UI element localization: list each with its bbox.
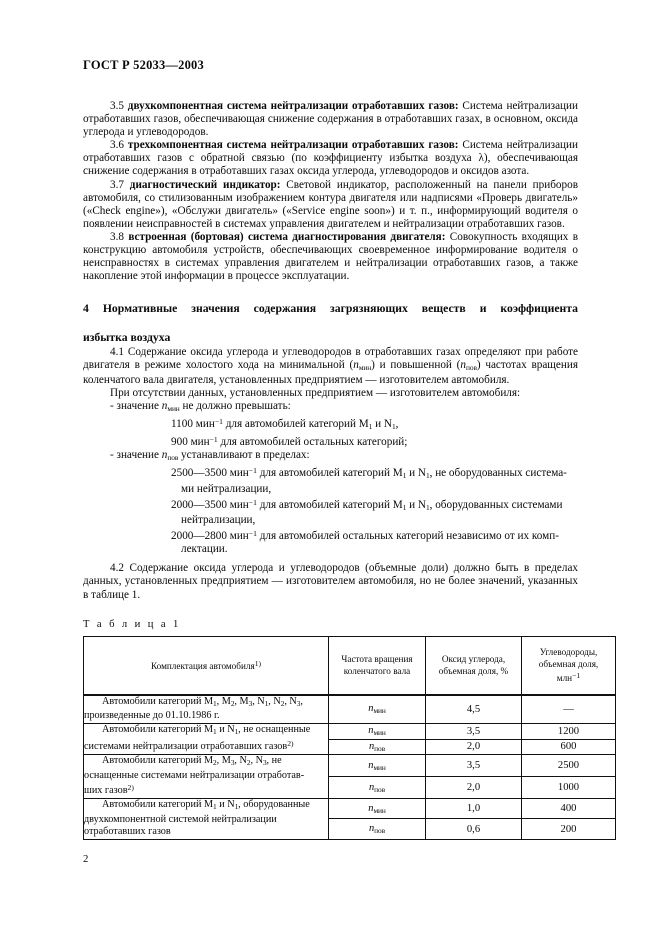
row-3-co-value-min: 3,5	[426, 755, 522, 777]
column-header-carbon-monoxide-line1: Оксид углерода,	[441, 653, 506, 664]
row-3-mode-pov-subscript: пов	[374, 784, 386, 794]
clause-4-2-number: 4.2	[110, 562, 124, 575]
clause-3-6	[83, 139, 578, 178]
row-2-hc-value-min: 1200	[522, 723, 616, 739]
row-1-cat-1: 1	[213, 698, 217, 708]
row-3-mode-min-variable: n	[368, 759, 374, 771]
row-1-cat-2: 2	[230, 698, 235, 708]
row-2-cat-1: 1	[213, 726, 217, 736]
min-value-2-number: 900 мин	[171, 436, 210, 449]
n-min-subscript: мин	[358, 362, 372, 372]
row-3-cat-1: 2	[213, 758, 217, 768]
row-4-spec-line3: отработавших газов	[84, 826, 171, 838]
row-2-frequency-pov	[329, 739, 426, 755]
row-4-cat-1: 1	[213, 802, 217, 811]
row-4-spec-a: Автомобили категорий M	[102, 799, 214, 811]
pov-value-item-3	[83, 527, 578, 556]
row-4-specification	[84, 799, 329, 840]
bullet-n-min-subscript: мин	[167, 403, 180, 413]
row-3-spec-line2: оснащенные системами нейтрализации отработав-	[84, 769, 305, 781]
pov-value-1-tail: , не оборудованных система-	[429, 467, 567, 480]
row-4-hc-value-min: 400	[522, 799, 616, 819]
row-1-spec-c: , M	[234, 695, 249, 707]
clause-3-7-definition: Световой индикатор, расположенный на панели приборов автомобиля, со стилизованным изображением контура двигателя или надписями «Проверь двигатель» («Check engine»), «Обслужи двигатель» («Service engine soon») и т. п., информирующий водителя о появлении неисправностей в системах управления двигателем и нейтрализации отработавших газов.	[83, 178, 578, 230]
row-2-spec-line2: системами нейтрализации отработавших газов	[84, 741, 288, 753]
row-2-mode-min-variable: n	[368, 725, 374, 737]
pov-value-1-cat2: 1	[425, 471, 430, 481]
bullet-n-min-variable: n	[161, 399, 168, 412]
column-header-specification	[84, 636, 329, 695]
row-1-cat-5: 2	[280, 698, 285, 708]
min-value-1-number: 1100 мин	[171, 418, 215, 431]
row-2-co-value-pov: 2,0	[426, 739, 522, 755]
row-4-mode-pov-variable: n	[368, 823, 375, 835]
pov-value-item-1	[83, 464, 578, 495]
row-1-co-value: 4,5	[426, 695, 522, 724]
clause-3-7-number: 3.7	[110, 178, 124, 191]
clause-3-8-definition: Совокупность входящих в конструкцию автомобиля устройств, обеспечивающих своевременное информирование водителя о неисправностях в системах управления двигателем и нейтрализации отработавших газов, а также накопление этой информации в процессе эксплуатации.	[83, 230, 578, 283]
section-4-heading-line2: избытка воздуха	[83, 331, 171, 345]
clause-3-5	[83, 100, 578, 139]
row-3-spec-d: , N	[250, 755, 263, 767]
row-3-spec-b: , M	[216, 755, 231, 767]
min-value-1-exponent: −1	[214, 416, 223, 426]
bullet-n-min-prefix: - значение	[110, 399, 159, 412]
row-2-footnote: 2)	[287, 739, 294, 749]
pov-value-1-cat1: 1	[402, 471, 407, 481]
pov-value-3-exponent: −1	[248, 528, 257, 538]
pov-value-2-cat1: 1	[402, 502, 407, 512]
row-1-spec-d: , N	[252, 695, 265, 707]
min-value-1-conj: и N	[372, 418, 392, 431]
row-2-spec-end: , не оснащенные	[238, 723, 311, 735]
row-4-mode-pov-subscript: пов	[374, 826, 386, 836]
column-header-carbon-monoxide-line2: объемная доля, %	[438, 665, 509, 676]
column-header-hydrocarbons-line3: млн	[556, 672, 573, 683]
row-3-frequency-min	[329, 755, 426, 777]
clause-4-1-text-c: ) частотах вращения коленчатого вала двигателя, установленных предприятием — изготовителем автомобиля.	[83, 358, 578, 386]
row-3-spec-line3: ших газов	[84, 785, 128, 797]
row-1-spec-a: Автомобили категорий M	[102, 695, 214, 707]
row-1-spec-line2: произведенные до 01.10.1986 г.	[84, 710, 220, 722]
min-value-item-1	[83, 415, 578, 433]
row-2-mode-min-subscript: мин	[373, 728, 386, 738]
pov-value-2-cont: нейтрализации,	[181, 513, 256, 526]
bullet-n-pov	[83, 449, 578, 464]
row-4-frequency-min	[329, 799, 426, 819]
n-pov-variable: n	[460, 358, 466, 371]
bullet-n-min-suffix: не должно превышать:	[182, 399, 291, 412]
row-3-cat-4: 3	[262, 758, 267, 768]
bullet-n-pov-subscript: пов	[167, 453, 179, 463]
row-2-spec-b: и N	[216, 723, 235, 735]
clause-3-6-definition: Система нейтрализации отработавших газов с обратной связью (по коэффициенту избытка воздуха λ), обеспечивающая снижение содержания в отработавших газах оксида углерода, углеводородов и оксидов азота.	[83, 139, 578, 178]
table-1	[83, 636, 616, 840]
table-row	[84, 799, 616, 819]
row-3-spec-c: , N	[234, 755, 247, 767]
column-header-carbon-monoxide	[426, 636, 522, 695]
table-caption: Т а б л и ц а 1	[83, 618, 181, 630]
clause-3-8-number: 3.8	[110, 230, 124, 243]
row-1-hc-value: —	[522, 695, 616, 724]
page-content	[83, 58, 599, 840]
min-value-2-rest: для автомобилей остальных категорий;	[217, 436, 408, 449]
row-1-specification	[84, 695, 329, 724]
standard-number-header: ГОСТ Р 52033—2003	[83, 58, 204, 72]
table-body	[84, 695, 616, 840]
row-3-cat-3: 2	[246, 758, 251, 768]
min-value-item-2	[83, 433, 578, 449]
clause-3-5-definition: Система нейтрализации отработавших газов, обеспечивающая снижение содержания в отработавших газах, в основном, оксида углерода и углеводородов.	[83, 100, 578, 139]
column-header-hydrocarbons-line1: Углеводороды,	[539, 646, 598, 657]
bullet-n-pov-prefix: - значение	[110, 449, 159, 462]
row-3-mode-min-subscript: мин	[373, 762, 386, 772]
column-header-specification-label: Комплектация автомобиля	[150, 660, 255, 671]
row-2-mode-pov-subscript: пов	[374, 743, 386, 753]
clause-4-2	[83, 562, 578, 601]
row-1-mode-variable: n	[368, 703, 374, 715]
pov-value-2-number: 2000—3500 мин	[171, 498, 249, 511]
clause-4-1-text-a: Содержание оксида углерода и углеводородов в отработавших газах определяют при работе двигателя в режиме холостого хода на минимальной (	[83, 345, 578, 371]
row-2-specification	[84, 723, 329, 754]
column-header-hydrocarbons-exponent: −1	[572, 670, 581, 680]
row-4-spec-b: и N	[216, 799, 235, 811]
row-2-mode-pov-variable: n	[368, 740, 375, 752]
column-header-specification-footnote: 1)	[254, 658, 262, 668]
min-value-1-cat2: 1	[392, 421, 396, 431]
bullet-n-min	[83, 400, 578, 415]
clause-3-5-number: 3.5	[110, 100, 124, 112]
column-header-frequency	[329, 636, 426, 695]
column-header-hydrocarbons	[522, 636, 616, 695]
row-3-co-value-pov: 2,0	[426, 777, 522, 799]
row-2-spec-a: Автомобили категорий M	[102, 723, 214, 735]
section-4-heading	[83, 302, 578, 345]
row-3-footnote: 2)	[127, 783, 134, 793]
clause-4-2-text: Содержание оксида углерода и углеводородов (объемные доли) должно быть в пределах данных, установленных предприятием — изготовителем автомобиля, но не более значений, указанных в таблице 1.	[83, 562, 579, 601]
clause-3-7	[83, 179, 578, 231]
row-2-hc-value-pov: 600	[522, 739, 616, 755]
pov-value-3-rest: для автомобилей остальных категорий независимо от их комп-	[256, 530, 559, 543]
pov-value-2-tail: , оборудованных системами	[429, 498, 563, 511]
clause-4-1	[83, 346, 578, 387]
clause-4-1-text-b: ) и повышенной (	[371, 358, 461, 371]
clause-3-7-term: диагностический индикатор:	[129, 178, 281, 191]
row-1-spec-f: , N	[284, 695, 297, 707]
section-4-heading-line1: 4 Нормативные значения содержания загрязняющих веществ и коэффициента	[83, 302, 578, 316]
row-2-frequency-min	[329, 723, 426, 739]
row-3-hc-value-pov: 1000	[522, 777, 616, 799]
row-3-specification	[84, 755, 329, 799]
pov-value-2-exponent: −1	[248, 497, 257, 507]
min-value-1-rest: для автомобилей категорий M	[222, 418, 369, 431]
pov-value-1-exponent: −1	[248, 466, 257, 476]
n-pov-subscript: пов	[466, 362, 477, 372]
pov-value-item-2	[83, 496, 578, 527]
pov-value-2-conj: и N	[406, 498, 426, 511]
column-header-hydrocarbons-line2: объемная доля,	[538, 658, 599, 669]
row-1-cat-3: 3	[248, 698, 253, 708]
row-3-spec-end: , не	[266, 755, 282, 767]
row-4-co-value-min: 1,0	[426, 799, 522, 819]
row-4-frequency-pov	[329, 819, 426, 839]
pov-value-1-rest: для автомобилей категорий M	[256, 467, 403, 480]
pov-value-3-cont: лектации.	[181, 543, 228, 556]
row-1-cat-6: 3	[296, 698, 301, 708]
table-row	[84, 695, 616, 724]
row-1-cat-4: 1	[264, 698, 269, 708]
page-number: 2	[83, 853, 89, 865]
row-3-frequency-pov	[329, 777, 426, 799]
row-2-cat-2: 1	[234, 726, 239, 736]
pov-value-1-cont: ми нейтрализации,	[181, 482, 272, 495]
row-3-mode-pov-variable: n	[368, 781, 375, 793]
pov-value-3-number: 2000—2800 мин	[171, 530, 249, 543]
min-value-1-cat1: 1	[368, 421, 373, 431]
row-4-co-value-pov: 0,6	[426, 819, 522, 839]
min-value-1-tail: ,	[395, 418, 399, 431]
table-row	[84, 723, 616, 739]
bullet-n-pov-suffix: устанавливают в пределах:	[181, 449, 310, 462]
clause-3-8-term: встроенная (бортовая) система диагностирования двигателя:	[128, 230, 446, 243]
row-1-frequency	[329, 695, 426, 724]
clause-3-8	[83, 231, 578, 283]
row-4-cat-2: 1	[234, 802, 239, 811]
pov-value-1-number: 2500—3500 мин	[171, 467, 249, 480]
pov-value-2-cat2: 1	[425, 502, 430, 512]
row-4-spec-end: , оборудованные	[238, 799, 310, 811]
row-2-co-value-min: 3,5	[426, 723, 522, 739]
row-4-hc-value-pov: 200	[522, 819, 616, 839]
column-header-frequency-line1: Частота вращения	[341, 653, 413, 664]
row-3-spec-a: Автомобили категорий M	[102, 755, 214, 767]
table-header	[84, 636, 616, 695]
row-1-spec-b: , M	[216, 695, 231, 707]
column-header-frequency-line2: коленчатого вала	[343, 665, 411, 676]
clause-4-1-number: 4.1	[110, 345, 124, 358]
row-4-mode-min-variable: n	[368, 802, 374, 814]
min-value-2-exponent: −1	[209, 435, 218, 445]
row-4-mode-min-subscript: мин	[373, 805, 386, 815]
row-1-spec-end: ,	[300, 695, 303, 707]
pov-value-2-rest: для автомобилей категорий M	[256, 498, 403, 511]
row-3-hc-value-min: 2500	[522, 755, 616, 777]
row-1-spec-e: , N	[268, 695, 281, 707]
table-row	[84, 755, 616, 777]
row-1-mode-subscript: мин	[373, 706, 386, 716]
clause-3-5-term: двухкомпонентная система нейтрализации отработавших газов:	[127, 100, 459, 112]
row-3-cat-2: 3	[230, 758, 235, 768]
bullet-n-pov-variable: n	[161, 449, 168, 462]
table-header-row	[84, 636, 616, 695]
pov-value-1-conj: и N	[406, 467, 426, 480]
clause-4-1-lead-in: При отсутствии данных, установленных предприятием — изготовителем автомобиля:	[110, 386, 521, 399]
clause-3-6-number: 3.6	[110, 139, 124, 152]
clause-3-6-term: трехкомпонентная система нейтрализации отработавших газов:	[127, 139, 459, 152]
row-4-spec-line2: двухкомпонентной системой нейтрализации	[84, 813, 277, 825]
n-min-variable: n	[353, 358, 359, 371]
